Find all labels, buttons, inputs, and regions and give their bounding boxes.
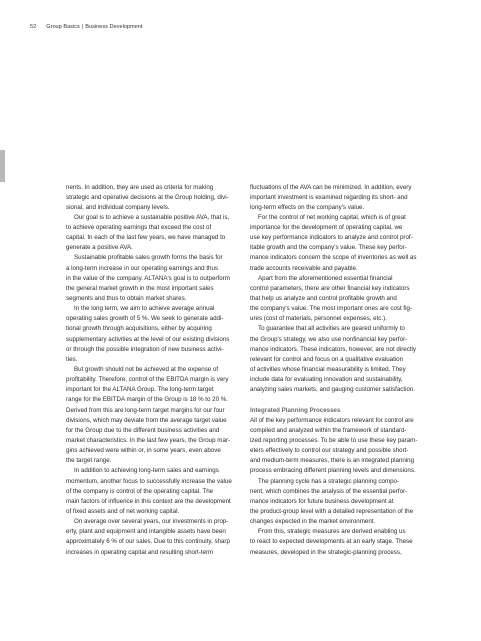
text-line: sional, and individual company levels. [66,203,170,211]
header-subsection: Business Development [85,24,143,30]
text-line: of fixed assets and of net working capital. [66,508,180,515]
text-line: In addition to achieving long-term sales and earnings [74,467,219,475]
text-line: Derived from this are long-term target margins for our four [66,406,225,414]
text-line: strategic and operative decisions at the Group holding, divi- [66,193,229,201]
text-line: range for the EBITDA margin of the Group is 18 % to 20 %. [66,396,228,404]
text-line: mance indicators. These indicators, however, are not directly [250,345,416,353]
text-line: approximately 6 % of our sales. Due to this continuity, sharp [66,538,230,546]
text-line: compiled and analyzed within the framework of standard- [250,426,407,434]
text-line: In the long term, we aim to achieve average annual [74,305,215,313]
text-line: the general market growth in the most important sales [66,284,214,292]
text-line: nents. In addition, they are used as criteria for making [66,183,214,191]
text-line: analyzing sales markets, and gauging customer satisfaction. [250,386,416,394]
page-number: 52 [30,24,37,30]
text-line: tional growth through acquisitions, either by acquiring [66,325,212,333]
text-line: capital. In each of the last few years, we have managed to [66,234,226,242]
text-line: in the value of the company. ALTANA's goal is to outperform [66,274,230,282]
text-line: for the Group due to the different business activities and [66,426,220,434]
text-line: to achieve operating earnings that exceed the cost of [66,224,212,232]
text-line: gins achieved were within or, in some years, even above [66,447,221,455]
text-line: Sustainable profitable sales growth forms the basis for [74,254,223,262]
text-line: trade accounts receivable and payable. [250,264,358,272]
text-line: that help us analyze and control profitable growth and [250,295,397,303]
text-line: of the company is control of the operating capital. The [66,487,214,495]
page-header [30,24,142,31]
text-line: generate a positive AVA. [66,244,133,252]
text-line: Apart from the aforementioned essential financial [258,274,393,282]
text-line: the Group's strategy, we also use nonfinancial key perfor- [250,335,408,343]
text-line: divisions, which may deviate from the average target value [66,416,227,424]
text-line: All of the key performance indicators relevant for control are [250,416,414,424]
text-line: the company's value. The most important ones are cost fig- [250,305,413,313]
text-line: The planning cycle has a strategic planning compo- [258,477,400,485]
text-line: But growth should not be achieved at the expense of [74,366,219,374]
text-line: From this, strategic measures are derived enabling us [258,528,406,536]
left-text-column [66,183,242,558]
text-line: of activities whose financial measurability is limited. They [250,366,406,374]
text-line: fluctuations of the AVA can be minimized. In addition, every [250,183,412,191]
text-line: relevant for control and focus on a qualitative evaluation [250,355,404,363]
text-line: increases in operating capital and resulting short-term [66,548,214,556]
text-line: process embracing different planning levels and dimensions. [250,467,416,475]
text-line: or through the possible integration of new business activi- [66,345,224,353]
text-line: mance indicators concern the scope of inventories as well as [250,254,417,262]
text-line: use key performance indicators to analyze and control prof- [250,234,413,242]
header-separator: | [81,24,84,30]
section-heading: Integrated Planning Processes [250,406,341,414]
text-line: important investment is examined regarding its short- and [250,193,408,201]
text-line: importance for the development of operating capital, we [250,224,403,232]
text-line: important for the ALTANA Group. The long-term target [66,386,214,394]
text-line: and medium-term measures, there is an integrated planning [250,457,415,465]
side-tab-marker [0,150,5,182]
text-line: supplementary activities at the level of our existing divisions [66,335,230,343]
text-line: mance indicators for future business development at [250,497,394,505]
text-line: ures (cost of materials, personnel expenses, etc.). [250,315,387,323]
right-text-column [250,183,426,558]
text-line: changes expected in the market environment. [250,518,376,526]
text-line: ties. [66,355,78,363]
text-line: include data for evaluating innovation and sustainability, [250,376,403,384]
text-line: itable growth and the company's value. These key perfor- [250,244,407,252]
text-line: To guarantee that all activities are geared uniformly to [258,325,405,333]
text-line [250,395,426,405]
text-line: ized reporting processes. To be able to use these key param- [250,437,418,445]
text-line: eters effectively to control our strategy and possible short- [250,447,409,455]
text-line: erty, plant and equipment and intangible assets have been [66,528,226,536]
text-line: a long-term increase in our operating earnings and thus [66,264,219,272]
text-line: the product-group level with a detailed representation of the [250,508,414,515]
text-line: On average over several years, our investments in prop- [74,518,229,526]
text-line: the target range. [66,457,112,465]
text-line: to react to expected developments at an early stage. These [250,538,413,546]
text-line: momentum, another focus to successfully increase the value [66,477,232,485]
header-section: Group Basics [46,24,80,30]
text-line: operating sales growth of 5 %. We seek to generate addi- [66,315,224,323]
text-line: control parameters, there are other financial key indicators [250,284,410,292]
text-line: market characteristics. In the last few years, the Group mar- [66,437,231,445]
text-line: nent, which combines the analysis of the essential perfor- [250,487,408,495]
text-line: For the control of net working capital, which is of great [258,213,406,221]
text-line: profitability. Therefore, control of the EBITDA margin is very [66,376,229,384]
text-line: main factors of influence in this context are the development [66,497,231,505]
text-line: long-term effects on the company's value. [250,203,365,211]
text-line: Our goal is to achieve a sustainable positive AVA, that is, [74,213,230,221]
text-line: segments and thus to obtain market shares. [66,295,187,303]
text-line: measures, developed in the strategic-planning process, [250,548,402,556]
